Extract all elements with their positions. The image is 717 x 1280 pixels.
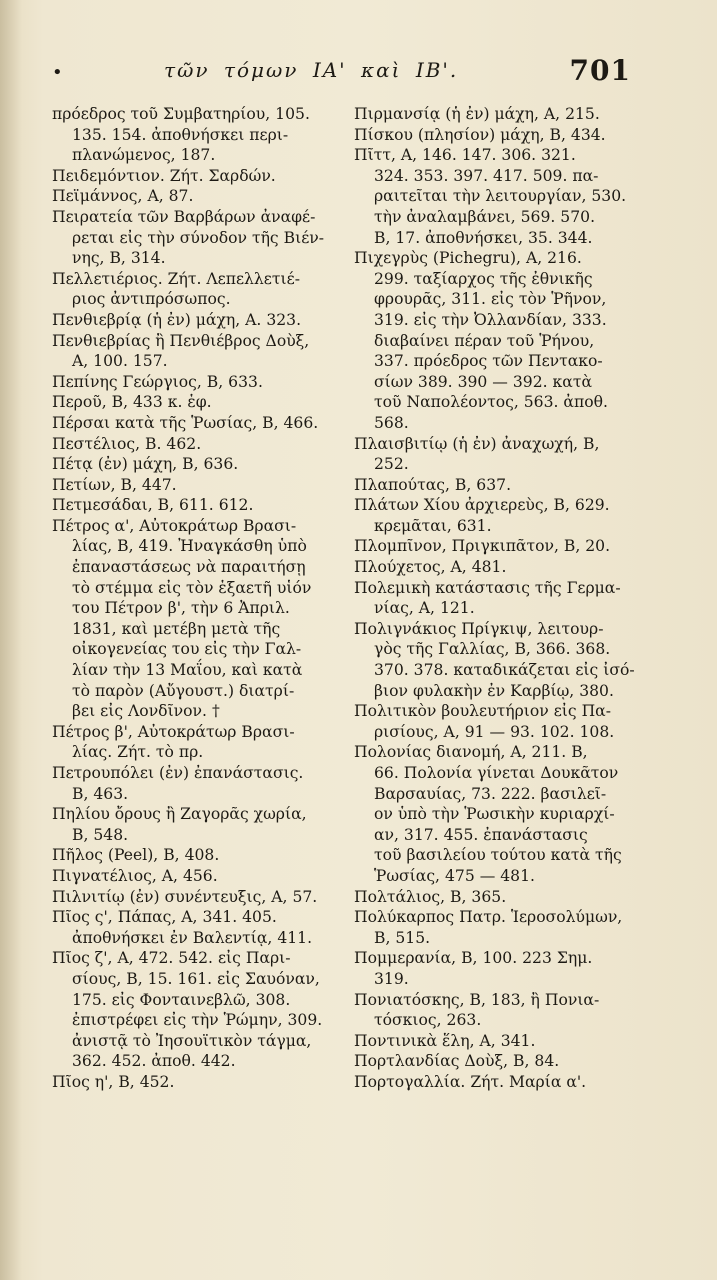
index-entry-continuation: βιον φυλακὴν ἐν Καρβίῳ, 380. (374, 681, 614, 700)
index-entry-line: Πιχεγρὺς (Pichegru), Α, 216. (354, 249, 582, 268)
header-bullet: • (52, 62, 65, 83)
index-entry-line: Πῖος ς', Πάπας, Α, 341. 405. (52, 908, 277, 927)
index-entry-line: Πολύκαρπος Πατρ. Ἱεροσολύμων, (354, 908, 623, 927)
index-entry-continuation: 568. (374, 413, 409, 432)
index-entry-continuation: ἀποθνήσκει ἐν Βαλεντίᾳ, 411. (72, 928, 313, 947)
index-entry-line: Πετμεσάδαι, Β, 611. 612. (52, 496, 254, 515)
index-entry-line: Πολονίας διανομή, Α, 211. Β, (354, 743, 588, 762)
index-column-left (52, 104, 330, 1093)
index-entry-line: Πέτρος α', Αὐτοκράτωρ Βρασι- (52, 516, 297, 535)
index-entry-line: Πλομπῖνον, Πριγκιπᾶτον, Β, 20. (354, 537, 611, 556)
index-entry-line: Πίσκου (πλησίον) μάχη, Β, 434. (354, 125, 606, 144)
index-entry-line: Πολτάλιος, Β, 365. (354, 887, 507, 906)
index-entry-line: Πεϊμάννος, Α, 87. (52, 187, 194, 206)
index-entry-line: Πορτλανδίας Δοὺξ, Β, 84. (354, 1052, 560, 1071)
index-entry-continuation: τὴν ἀναλαμβάνει, 569. 570. (374, 207, 596, 226)
index-entry-continuation: τόσκιος, 263. (374, 1011, 482, 1030)
index-entry-continuation: 324. 353. 397. 417. 509. πα- (374, 166, 599, 185)
index-entry-continuation: αν, 317. 455. ἐπανάστασις (374, 825, 588, 844)
index-entry-line: Πέρσαι κατὰ τῆς Ῥωσίας, Β, 466. (52, 413, 319, 432)
index-entry-line: Πενθιεβρίᾳ (ἡ ἐν) μάχη, Α. 323. (52, 310, 302, 329)
index-entry-line: Πεπίνης Γεώργιος, Β, 633. (52, 372, 263, 391)
index-entry-continuation: φρουρᾶς, 311. εἰς τὸν Ῥῆνον, (374, 290, 607, 309)
index-entry-continuation: ἐπιστρέφει εἰς τὴν Ῥώμην, 309. (72, 1011, 323, 1030)
index-entry-line: Πηλίου ὄρους ἢ Ζαγορᾶς χωρία, (52, 805, 307, 824)
index-entry-line: Πέτρος β', Αὐτοκράτωρ Βρασι- (52, 722, 295, 741)
index-entry-line: Πιγνατέλιος, Α, 456. (52, 866, 218, 885)
index-entry-line: Πλάτων Χίου ἀρχιερεὺς, Β, 629. (354, 496, 610, 515)
index-entry-line: Πονιατόσκης, Β, 183, ἢ Πονια- (354, 990, 600, 1009)
index-entry-line: Πεστέλιος, Β. 462. (52, 434, 202, 453)
index-entry-continuation: ἀνιστᾷ τὸ Ἰησουϊτικὸν τάγμα, (72, 1031, 312, 1050)
index-entry-continuation: 299. ταξίαρχος τῆς ἐθνικῆς (374, 269, 593, 288)
index-entry-continuation: λίαν τὴν 13 Μαΐου, καὶ κατὰ (72, 661, 303, 680)
index-entry-continuation: τὸ παρὸν (Αὔγουστ.) διατρί- (72, 681, 295, 700)
index-entry-continuation: Βαρσαυίας, 73. 222. βασιλεῖ- (374, 784, 607, 803)
index-entry-line: Πῖττ, Α, 146. 147. 306. 321. (354, 146, 576, 165)
index-entry-line: Πελλετιέριος. Ζήτ. Λεπελλετιέ- (52, 269, 300, 288)
index-entry-continuation: ον ὑπὸ τὴν Ῥωσικὴν κυριαρχί- (374, 805, 615, 824)
running-header (52, 54, 635, 94)
index-entry-continuation: κρεμᾶται, 631. (374, 516, 492, 535)
index-entry-line: Πῖος ζ', Α, 472. 542. εἰς Παρι- (52, 949, 291, 968)
index-entry-continuation: τοῦ βασιλείου τούτου κατὰ τῆς (374, 846, 622, 865)
running-title: τῶν τόμων ΙΑ' καὶ ΙΒ'. (164, 58, 459, 82)
index-entry-line: Πενθιεβρίας ἢ Πενθιέβρος Δοὺξ, (52, 331, 310, 350)
index-entry-continuation: 175. εἰς Φονταινεβλῶ, 308. (72, 990, 291, 1009)
index-entry-line: Ποντινικὰ ἕλη, Α, 341. (354, 1031, 536, 1050)
index-entry-line: Πέτᾳ (ἐν) μάχη, Β, 636. (52, 455, 239, 474)
index-entry-line: Πορτογαλλία. Ζήτ. Μαρία α'. (354, 1072, 587, 1091)
index-entry-continuation: ρεται εἰς τὴν σύνοδον τῆς Βιέν- (72, 228, 325, 247)
index-entry-line: Πομμερανία, Β, 100. 223 Σημ. (354, 949, 593, 968)
index-entry-continuation: τὸ στέμμα εἰς τὸν ἑξαετῆ υἱόν (72, 578, 312, 597)
index-entry-continuation: Β, 463. (72, 784, 129, 803)
index-entry-continuation: 252. (374, 455, 409, 474)
index-entry-continuation: του Πέτρον β', τὴν 6 Ἀπριλ. (72, 599, 290, 618)
index-entry-continuation: 337. πρόεδρος τῶν Πεντακο- (374, 352, 603, 371)
index-column-right (354, 104, 634, 1093)
index-entry-line: Πολιτικὸν βουλευτήριον εἰς Πα- (354, 702, 611, 721)
index-entry-line: Πολιγνάκιος Πρίγκιψ, λειτουρ- (354, 619, 604, 638)
index-entry-continuation: 319. (374, 969, 409, 988)
index-entry-continuation: Β, 17. ἀποθνήσκει, 35. 344. (374, 228, 593, 247)
index-entry-line: Πλούχετος, Α, 481. (354, 558, 507, 577)
index-entry-continuation: διαβαίνει πέραν τοῦ Ῥήνου, (374, 331, 595, 350)
index-entry-continuation: λίας. Ζήτ. τὸ πρ. (72, 743, 204, 762)
index-entry-line: Πετίων, Β, 447. (52, 475, 177, 494)
index-entry-line: Πιρμανσίᾳ (ἡ ἐν) μάχη, Α, 215. (354, 105, 600, 123)
index-entry-continuation: οἰκογενείας του εἰς τὴν Γαλ- (72, 640, 302, 659)
index-entry-line: Πειρατεία τῶν Βαρβάρων ἀναφέ- (52, 207, 316, 226)
index-entry-continuation: τοῦ Ναπολέοντος, 563. ἀποθ. (374, 393, 608, 412)
index-entry-line: Πλαπούτας, Β, 637. (354, 475, 512, 494)
index-entry-continuation: 370. 378. καταδικάζεται εἰς ἰσό- (374, 661, 635, 680)
page-number: 701 (569, 54, 631, 87)
index-entry-continuation: σίων 389. 390 — 392. κατὰ (374, 372, 592, 391)
index-entry-continuation: νης, Β, 314. (72, 249, 166, 268)
index-entry-continuation: Ῥωσίας, 475 — 481. (374, 866, 535, 885)
index-entry-continuation: νίας, Α, 121. (374, 599, 475, 618)
index-entry-continuation: σίους, Β, 15. 161. εἰς Σαυόναν, (72, 969, 320, 988)
index-entry-continuation: 1831, καὶ μετέβη μετὰ τῆς (72, 619, 281, 638)
index-entry-continuation: 362. 452. ἀποθ. 442. (72, 1052, 236, 1071)
index-entry-continuation: ριος ἀντιπρόσωπος. (72, 290, 231, 309)
index-entry-line: Πῖος η', Β, 452. (52, 1072, 175, 1091)
page-gutter-shadow (0, 0, 22, 1280)
index-entry-continuation: Α, 100. 157. (72, 352, 168, 371)
index-entry-continuation: πλανώμενος, 187. (72, 146, 216, 165)
index-entry-line: Πετρουπόλει (ἐν) ἐπανάστασις. (52, 764, 304, 782)
index-entry-line: Πλαισβιτίῳ (ἡ ἐν) ἀναχωχή, Β, (354, 434, 600, 453)
index-entry-line: Πῆλος (Peel), Β, 408. (52, 846, 220, 865)
index-entry-continuation: ἐπαναστάσεως νὰ παραιτήσῃ (72, 558, 306, 577)
index-entry-line: Πολεμικὴ κατάστασις τῆς Γερμα- (354, 578, 621, 597)
index-entry-line: Πιλνιτίῳ (ἐν) συνέντευξις, Α, 57. (52, 887, 318, 906)
index-entry-continuation: γὸς τῆς Γαλλίας, Β, 366. 368. (374, 640, 611, 659)
index-entry-continuation: Β, 515. (374, 928, 431, 947)
index-entry-continuation: ρισίους, Α, 91 — 93. 102. 108. (374, 722, 615, 741)
index-entry-continuation: 319. εἰς τὴν Ὀλλανδίαν, 333. (374, 310, 607, 329)
index-entry-line: πρόεδρος τοῦ Συμβατηρίου, 105. (52, 105, 310, 123)
index-entry-continuation: 135. 154. ἀποθνήσκει περι- (72, 125, 289, 144)
index-entry-line: Πειδεμόντιον. Ζήτ. Σαρδών. (52, 166, 276, 185)
index-entry-continuation: ραιτεῖται τὴν λειτουργίαν, 530. (374, 187, 627, 206)
index-entry-line: Περοῦ, Β, 433 κ. ἑφ. (52, 393, 212, 412)
index-entry-continuation: 66. Πολονία γίνεται Δουκᾶτον (374, 764, 619, 782)
index-entry-continuation: Β, 548. (72, 825, 129, 844)
index-entry-continuation: βει εἰς Λονδῖνον. † (72, 702, 220, 721)
index-entry-continuation: λίας, Β, 419. Ἠναγκάσθη ὑπὸ (72, 537, 307, 556)
